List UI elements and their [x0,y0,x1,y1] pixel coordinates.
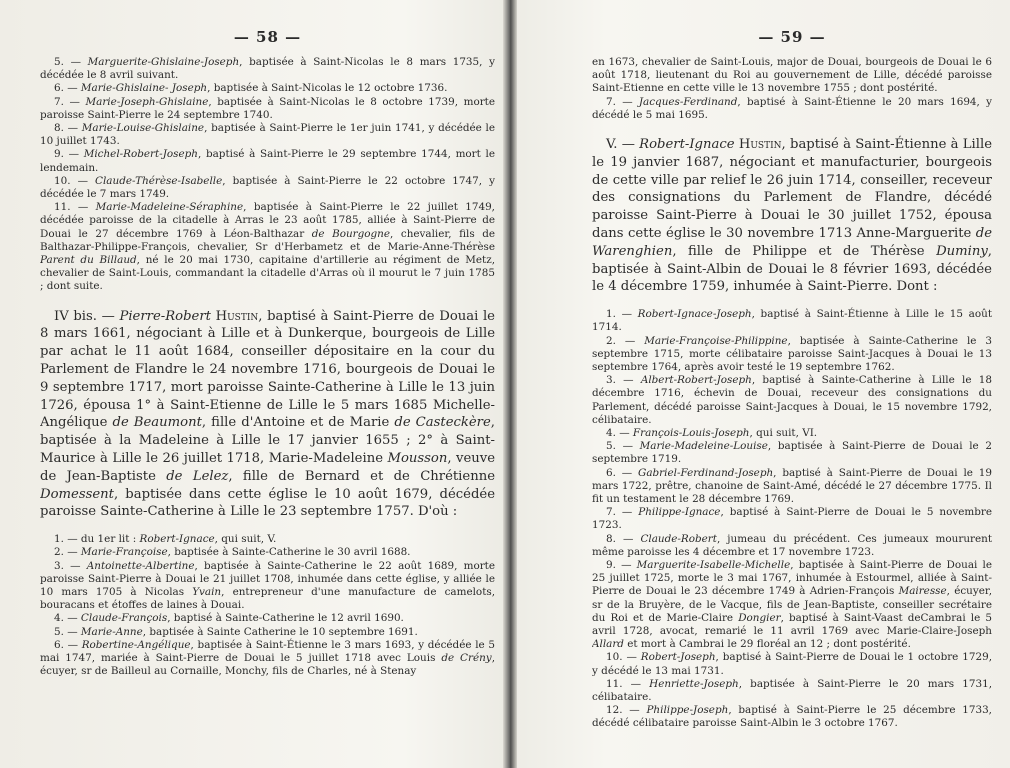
list-item: 9. — Marguerite-Isabelle-Michelle, baptisée à Saint-Pierre de Douai le 25 juillet 1725, morte le 3 mai 1767, inhumée à Estourmel, alliée à Saint-Pierre de Douai le 23 décembre 1749 à Adrien-François Mairesse, écuyer, sr de la Bruyère, de le Vacque, fils de Jean-Baptiste, conseiller secrétaire du Roi et de Marie-Claire Dongier, baptisé à Saint-Vaast deCambrai le 5 avril 1728, avocat, remarié le 11 avril 1769 avec Marie-Claire-Joseph Allard et mort à Cambrai le 29 floréal an 12 ; dont postérité. [592,559,992,651]
list-item: 4. — Claude-François, baptisé à Sainte-Catherine le 12 avril 1690. [54,612,404,625]
right-main-paragraph: V. — Robert-Ignace Hustin, baptisé à Saint-Étienne à Lille le 19 janvier 1687, négociant et manufacturier, bourgeois de cette ville par relief le 26 juin 1714, conseiller, receveur des consignations du Parlement de Flandre, décédé paroisse Saint-Pierre à Douai le 30 juillet 1752, épousa dans cette église le 30 novembre 1713 Anne-Marguerite de Warenghien, fille de Philippe et de Thérèse Duminy, baptisée à Saint-Albin de Douai le 8 février 1693, décédée le 4 décembre 1759, inhumée à Saint-Pierre. Dont : [592,137,992,295]
left-page [40,0,495,768]
list-item: en 1673, chevalier de Saint-Louis, major de Douai, bourgeois de Douai le 6 août 1718, lieutenant du Roi au gouvernement de Lille, décédé paroisse Saint-Etienne en cette ville le 13 novembre 1755 ; dont postérité. [592,56,992,95]
list-item: 6. — Robertine-Angélique, baptisée à Saint-Étienne le 3 mars 1693, y décédée le 5 mai 1747, mariée à Saint-Pierre de Douai le 5 juillet 1718 avec Louis de Crény, écuyer, sr de Bailleul au Cornaille, Monchy, fils de Charles, né à Stenay [40,638,495,678]
list-item: 7. — Marie-Joseph-Ghislaine, baptisée à Saint-Nicolas le 8 octobre 1739, morte paroisse Saint-Pierre le 24 septembre 1740. [40,95,495,121]
right-page-number: — 59 — [758,28,826,46]
list-item: 9. — Michel-Robert-Joseph, baptisé à Saint-Pierre le 29 septembre 1744, mort le lendemain. [40,148,495,174]
list-item: 2. — Marie-Françoise, baptisée à Sainte-Catherine le 30 avril 1688. [54,546,411,559]
list-item: 8. — Marie-Louise-Ghislaine, baptisée à Saint-Pierre le 1er juin 1741, y décédée le 10 juillet 1743. [40,122,495,148]
right-top-entries [592,56,992,122]
list-item: 3. — Albert-Robert-Joseph, baptisé à Sainte-Catherine à Lille le 18 décembre 1716, échevin de Douai, receveur des consignations du Parlement, décédé paroisse Saint-Jacques à Douai, le 15 novembre 1792, célibataire. [592,374,992,426]
left-top-entries [40,56,495,294]
list-item: 2. — Marie-Françoise-Philippine, baptisée à Sainte-Catherine le 3 septembre 1715, morte célibataire paroisse Saint-Jacques à Douai le 13 septembre 1764, après avoir testé le 19 septembre 1762. [592,334,992,373]
list-item: 10. — Robert-Joseph, baptisé à Saint-Pierre de Douai le 1 octobre 1729, y décédé le 13 mai 1731. [592,651,992,677]
left-page-number: — 58 — [233,28,302,46]
book-gutter [503,0,517,768]
list-item: 11. — Marie-Madeleine-Séraphine, baptisée à Saint-Pierre le 22 juillet 1749, décédée paroisse de la citadelle à Arras le 23 août 1785, alliée à Saint-Pierre de Douai le 27 décembre 1769 à Léon-Balthazar de Bourgogne, chevalier, fils de Balthazar-Philippe-François, chevalier, Sr d'Herbametz et de Marie-Anne-Thérèse Parent du Billaud, né le 20 mai 1730, capitaine d'artillerie au régiment de Metz, chevalier de Saint-Louis, commandant la citadelle d'Arras où il mourut le 7 juin 1785 ; dont suite. [40,201,495,293]
list-item: 11. — Henriette-Joseph, baptisée à Saint-Pierre le 20 mars 1731, célibataire. [592,677,992,704]
list-item: 5. — Marie-Anne, baptisée à Sainte Catherine le 10 septembre 1691. [54,625,418,638]
list-item: 7. — Philippe-Ignace, baptisé à Saint-Pierre de Douai le 5 novembre 1723. [592,506,992,532]
list-item: 7. — Jacques-Ferdinand, baptisé à Saint-Étienne le 20 mars 1694, y décédé le 5 mai 1695. [592,95,992,121]
list-item: 4. — François-Louis-Joseph, qui suit, VI. [606,427,818,440]
list-item: 3. — Antoinette-Albertine, baptisée à Sainte-Catherine le 22 août 1689, morte paroisse Saint-Pierre à Douai le 21 juillet 1708, inhumée dans cette église, y alliée le 10 mars 1705 à Nicolas Yvain, entrepreneur d'une manufacture de camelots, bouracans et étoffes de laines à Douai. [40,559,495,612]
right-bottom-entries [592,308,992,731]
list-item: 1. — du 1er lit : Robert-Ignace, qui suit, V. [54,533,277,546]
left-main-paragraph: IV bis. — Pierre-Robert Hustin, baptisé à Saint-Pierre de Douai le 8 mars 1661, négociant à Lille et à Dunkerque, bourgeois de Lille par achat le 11 août 1684, conseiller dépositaire en la cour du Parlement de Flandre le 24 novembre 1716, bourgeois de Douai le 9 septembre 1717, mort paroisse Sainte-Catherine à Lille le 13 juin 1726, épousa 1° à Saint-Etienne de Lille le 5 mars 1685 Michelle-Angélique de Beaumont, fille d'Antoine et de Marie de Casteckère, baptisée à la Madeleine à Lille le 17 janvier 1655 ; 2° à Saint-Maurice à Lille le 26 juillet 1718, Marie-Madeleine Mousson, veuve de Jean-Baptiste de Lelez, fille de Bernard et de Chrétienne Domessent, baptisée dans cette église le 10 août 1679, décédée paroisse Sainte-Catherine à Lille le 23 septembre 1757. D'où : [40,308,495,520]
list-item: 6. — Marie-Ghislaine- Joseph, baptisée à Saint-Nicolas le 12 octobre 1736. [54,82,448,95]
list-item: 1. — Robert-Ignace-Joseph, baptisé à Saint-Étienne à Lille le 15 août 1714. [592,308,992,334]
list-item: 5. — Marguerite-Ghislaine-Joseph, baptisée à Saint-Nicolas le 8 mars 1735, y décédée le 8 avril suivant. [40,56,495,82]
right-page [592,0,992,768]
list-item: 6. — Gabriel-Ferdinand-Joseph, baptisé à Saint-Pierre de Douai le 19 mars 1722, prêtre, chanoine de Saint-Amé, décédé le 27 décembre 1775. Il fit un testament le 28 décembre 1769. [592,466,992,506]
list-item: 5. — Marie-Madeleine-Louise, baptisée à Saint-Pierre de Douai le 2 septembre 1719. [592,440,992,466]
list-item: 12. — Philippe-Joseph, baptisé à Saint-Pierre le 25 décembre 1733, décédé célibataire paroisse Saint-Albin le 3 octobre 1767. [592,704,992,730]
left-bottom-entries [40,533,495,678]
list-item: 10. — Claude-Thérèse-Isabelle, baptisée à Saint-Pierre le 22 octobre 1747, y décédée le 7 mars 1749. [40,174,495,201]
list-item: 8. — Claude-Robert, jumeau du précédent. Ces jumeaux moururent même paroisse les 4 décembre et 17 novembre 1723. [592,532,992,558]
